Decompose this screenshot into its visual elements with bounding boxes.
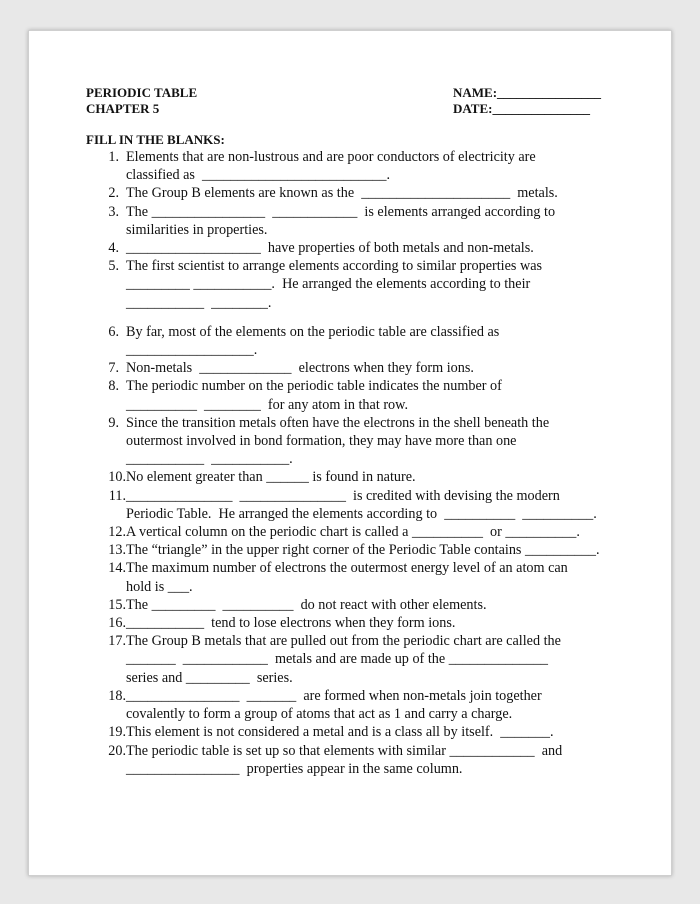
worksheet-title-block	[86, 85, 197, 116]
question-11	[93, 487, 633, 523]
worksheet-page	[28, 30, 672, 876]
spacer	[93, 312, 633, 323]
question-text: Non-metals _____________ electrons when they form ions.	[126, 360, 474, 377]
question-number: 9.	[108, 414, 119, 431]
question-text: The “triangle” in the upper right corner of the Periodic Table contains __________.	[126, 542, 600, 559]
question-text: The periodic table is set up so that elements with similar ____________ and	[126, 742, 563, 759]
question-6	[93, 323, 633, 359]
question-text: ________________ _______ are formed when non-metals join together	[126, 687, 542, 704]
question-text: The ________________ ____________ is elements arranged according to	[126, 203, 556, 220]
question-text: ___________ ________.	[126, 294, 272, 311]
question-number: 14.	[108, 560, 126, 577]
question-18	[93, 687, 633, 723]
question-number: 19.	[108, 724, 126, 741]
question-text: ___________ ___________.	[126, 451, 293, 468]
question-text: A vertical column on the periodic chart is called a __________ or __________.	[126, 524, 580, 541]
question-17	[93, 632, 633, 687]
question-number: 2.	[108, 185, 119, 202]
question-text: Periodic Table. He arranged the elements according to __________ __________.	[126, 505, 597, 522]
question-number: 12.	[108, 524, 126, 541]
question-text: ________________ properties appear in the same column.	[126, 760, 463, 777]
question-number: 10.	[108, 469, 126, 486]
question-number: 7.	[108, 360, 119, 377]
date-field: DATE:_______________	[453, 100, 590, 116]
question-text: _______ ____________ metals and are made up of the ______________	[126, 651, 549, 668]
question-text: No element greater than ______ is found in nature.	[126, 469, 416, 486]
question-14	[93, 559, 633, 595]
question-3	[93, 203, 633, 239]
question-4	[93, 239, 633, 257]
section-heading: FILL IN THE BLANKS:	[86, 132, 225, 147]
question-13	[93, 541, 633, 559]
question-1	[93, 148, 633, 184]
question-text: __________ ________ for any atom in that row.	[126, 396, 409, 413]
question-text: ___________________ have properties of both metals and non-metals.	[126, 240, 534, 257]
name-field: NAME:________________	[453, 85, 602, 100]
question-19	[93, 723, 633, 741]
question-text: The _________ __________ do not react with other elements.	[126, 596, 487, 613]
question-text: similarities in properties.	[126, 221, 268, 238]
question-text: classified as __________________________.	[126, 167, 391, 184]
question-12	[93, 523, 633, 541]
question-text: _______________ _______________ is credited with devising the modern	[126, 487, 560, 504]
question-number: 5.	[108, 258, 119, 275]
question-text: This element is not considered a metal and is a class all by itself. _______.	[126, 724, 554, 741]
question-number: 13.	[108, 542, 126, 559]
question-text: The Group B elements are known as the _____________________ metals.	[126, 185, 558, 202]
question-number: 16.	[108, 615, 126, 632]
question-text: The maximum number of electrons the outermost energy level of an atom can	[126, 560, 568, 577]
question-text: covalently to form a group of atoms that act as 1 and carry a charge.	[126, 706, 513, 723]
question-10	[93, 468, 633, 486]
question-number: 1.	[108, 149, 119, 165]
question-text: __________________.	[126, 342, 258, 359]
question-number: 8.	[108, 378, 119, 395]
worksheet-title: PERIODIC TABLE	[86, 85, 198, 100]
question-text: By far, most of the elements on the periodic table are classified as	[126, 323, 500, 340]
student-info-block	[453, 85, 601, 116]
question-number: 3.	[108, 203, 119, 220]
question-number: 18.	[108, 687, 126, 704]
question-list	[93, 148, 633, 778]
question-number: 6.	[108, 323, 119, 340]
question-5	[93, 257, 633, 312]
question-text: series and _________ series.	[126, 669, 293, 686]
question-text: Elements that are non-lustrous and are poor conductors of electricity are	[126, 149, 536, 165]
question-text: hold is ___.	[126, 578, 193, 595]
question-15	[93, 596, 633, 614]
question-16	[93, 614, 633, 632]
question-text: outermost involved in bond formation, they may have more than one	[126, 433, 517, 450]
question-text: The first scientist to arrange elements according to similar properties was	[126, 258, 543, 275]
question-number: 15.	[108, 596, 126, 613]
question-20	[93, 742, 633, 778]
question-7	[93, 359, 633, 377]
question-text: ___________ tend to lose electrons when they form ions.	[126, 615, 456, 632]
question-8	[93, 377, 633, 413]
question-9	[93, 414, 633, 469]
question-text: The Group B metals that are pulled out from the periodic chart are called the	[126, 633, 561, 650]
question-text: Since the transition metals often have the electrons in the shell beneath the	[126, 414, 550, 431]
question-text: _________ ___________. He arranged the elements according to their	[126, 276, 531, 293]
question-number: 4.	[108, 240, 119, 257]
question-number: 11.	[108, 487, 126, 504]
question-number: 20.	[108, 742, 126, 759]
question-2	[93, 184, 633, 202]
question-number: 17.	[108, 633, 126, 650]
chapter-label: CHAPTER 5	[86, 100, 160, 116]
question-text: The periodic number on the periodic table indicates the number of	[126, 378, 502, 395]
